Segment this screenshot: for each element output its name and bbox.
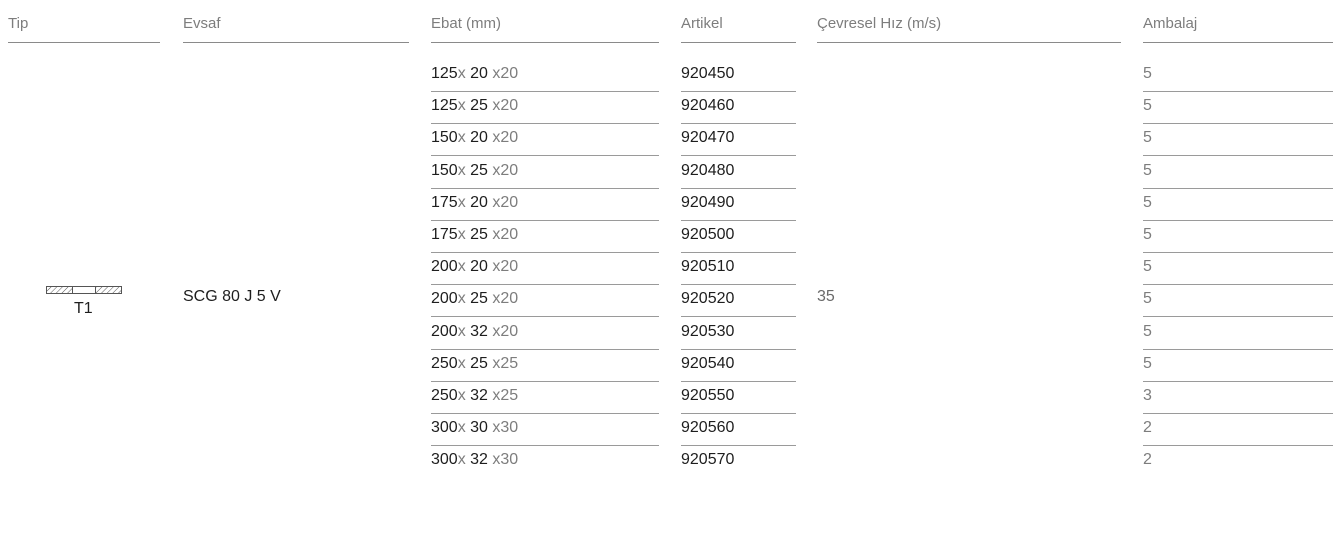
- ebat-value: 250x 32 x25: [431, 387, 519, 404]
- ebat-value: 250x 25 x25: [431, 355, 519, 372]
- header-divider: [817, 42, 1121, 43]
- row-divider: [431, 252, 659, 253]
- bore-value: 25: [500, 387, 519, 404]
- bore-value: 20: [500, 323, 519, 340]
- diameter-value: 150: [431, 129, 458, 146]
- ebat-value: 150x 20 x20: [431, 129, 519, 146]
- width-value: 20: [470, 258, 488, 275]
- row-divider: [1143, 445, 1333, 446]
- column-header-ebat: Ebat (mm): [431, 15, 502, 32]
- diameter-value: 200: [431, 290, 458, 307]
- row-divider: [431, 91, 659, 92]
- bore-value: 20: [500, 290, 519, 307]
- ambalaj-value: 5: [1143, 226, 1152, 243]
- row-divider: [1143, 91, 1333, 92]
- column-header-ambalaj: Ambalaj: [1143, 15, 1198, 32]
- ebat-value: 200x 20 x20: [431, 258, 519, 275]
- row-divider: [431, 445, 659, 446]
- header-divider: [1143, 42, 1333, 43]
- bore-value: 20: [500, 129, 519, 146]
- width-value: 32: [470, 451, 488, 468]
- artikel-value: 920460: [681, 97, 735, 114]
- artikel-value: 920450: [681, 65, 735, 82]
- bore-value: 30: [500, 451, 519, 468]
- width-value: 25: [470, 97, 488, 114]
- width-value: 30: [470, 419, 488, 436]
- ebat-value: 125x 20 x20: [431, 65, 519, 82]
- ambalaj-value: 3: [1143, 387, 1152, 404]
- evsaf-value: SCG 80 J 5 V: [183, 288, 281, 305]
- row-divider: [431, 284, 659, 285]
- diameter-value: 250: [431, 387, 458, 404]
- row-divider: [681, 91, 796, 92]
- ambalaj-value: 2: [1143, 451, 1152, 468]
- artikel-value: 920500: [681, 226, 735, 243]
- diameter-value: 200: [431, 323, 458, 340]
- ebat-value: 175x 20 x20: [431, 194, 519, 211]
- ebat-value: 300x 30 x30: [431, 419, 519, 436]
- row-divider: [681, 316, 796, 317]
- ambalaj-value: 5: [1143, 129, 1152, 146]
- width-value: 25: [470, 355, 488, 372]
- row-divider: [681, 413, 796, 414]
- artikel-value: 920530: [681, 323, 735, 340]
- width-value: 20: [470, 129, 488, 146]
- row-divider: [431, 349, 659, 350]
- ebat-value: 150x 25 x20: [431, 162, 519, 179]
- diameter-value: 300: [431, 419, 458, 436]
- row-divider: [681, 252, 796, 253]
- diameter-value: 175: [431, 226, 458, 243]
- row-divider: [681, 349, 796, 350]
- width-value: 32: [470, 323, 488, 340]
- diameter-value: 175: [431, 194, 458, 211]
- bore-value: 20: [500, 194, 519, 211]
- width-value: 25: [470, 226, 488, 243]
- header-divider: [681, 42, 796, 43]
- row-divider: [1143, 155, 1333, 156]
- row-divider: [681, 123, 796, 124]
- row-divider: [1143, 413, 1333, 414]
- ambalaj-value: 2: [1143, 419, 1152, 436]
- bore-value: 20: [500, 65, 519, 82]
- diameter-value: 200: [431, 258, 458, 275]
- ambalaj-value: 5: [1143, 323, 1152, 340]
- row-divider: [431, 188, 659, 189]
- header-divider: [431, 42, 659, 43]
- row-divider: [1143, 188, 1333, 189]
- diameter-value: 300: [431, 451, 458, 468]
- speed-value: 35: [817, 288, 835, 305]
- diameter-value: 125: [431, 97, 458, 114]
- diameter-value: 125: [431, 65, 458, 82]
- ambalaj-value: 5: [1143, 97, 1152, 114]
- bore-value: 20: [500, 162, 519, 179]
- width-value: 20: [470, 194, 488, 211]
- artikel-value: 920490: [681, 194, 735, 211]
- ebat-value: 175x 25 x20: [431, 226, 519, 243]
- bore-value: 20: [500, 97, 519, 114]
- artikel-value: 920550: [681, 387, 735, 404]
- hatched-disc-profile-icon: [46, 286, 122, 294]
- row-divider: [431, 381, 659, 382]
- ambalaj-value: 5: [1143, 162, 1152, 179]
- artikel-value: 920510: [681, 258, 735, 275]
- row-divider: [431, 316, 659, 317]
- artikel-value: 920540: [681, 355, 735, 372]
- ambalaj-value: 5: [1143, 355, 1152, 372]
- row-divider: [681, 188, 796, 189]
- ebat-value: 200x 25 x20: [431, 290, 519, 307]
- row-divider: [431, 413, 659, 414]
- bore-value: 25: [500, 355, 519, 372]
- artikel-value: 920570: [681, 451, 735, 468]
- row-divider: [1143, 252, 1333, 253]
- ambalaj-value: 5: [1143, 258, 1152, 275]
- column-header-evsaf: Evsaf: [183, 15, 221, 32]
- row-divider: [681, 381, 796, 382]
- artikel-value: 920560: [681, 419, 735, 436]
- column-header-hiz: Çevresel Hız (m/s): [817, 15, 942, 32]
- row-divider: [431, 155, 659, 156]
- row-divider: [681, 445, 796, 446]
- width-value: 32: [470, 387, 488, 404]
- diameter-value: 250: [431, 355, 458, 372]
- header-divider: [183, 42, 409, 43]
- width-value: 25: [470, 290, 488, 307]
- ambalaj-value: 5: [1143, 290, 1152, 307]
- row-divider: [681, 220, 796, 221]
- artikel-value: 920520: [681, 290, 735, 307]
- ebat-value: 200x 32 x20: [431, 323, 519, 340]
- width-value: 25: [470, 162, 488, 179]
- ambalaj-value: 5: [1143, 194, 1152, 211]
- width-value: 20: [470, 65, 488, 82]
- row-divider: [431, 220, 659, 221]
- row-divider: [1143, 381, 1333, 382]
- bore-value: 20: [500, 258, 519, 275]
- artikel-value: 920480: [681, 162, 735, 179]
- row-divider: [1143, 284, 1333, 285]
- ambalaj-value: 5: [1143, 65, 1152, 82]
- artikel-value: 920470: [681, 129, 735, 146]
- type-label: T1: [74, 300, 93, 317]
- ebat-value: 125x 25 x20: [431, 97, 519, 114]
- bore-value: 20: [500, 226, 519, 243]
- bore-value: 30: [500, 419, 519, 436]
- row-divider: [1143, 220, 1333, 221]
- header-divider: [8, 42, 160, 43]
- column-header-tip: Tip: [8, 15, 29, 32]
- row-divider: [681, 284, 796, 285]
- row-divider: [681, 155, 796, 156]
- row-divider: [431, 123, 659, 124]
- diameter-value: 150: [431, 162, 458, 179]
- ebat-value: 300x 32 x30: [431, 451, 519, 468]
- column-header-artikel: Artikel: [681, 15, 723, 32]
- row-divider: [1143, 349, 1333, 350]
- row-divider: [1143, 316, 1333, 317]
- row-divider: [1143, 123, 1333, 124]
